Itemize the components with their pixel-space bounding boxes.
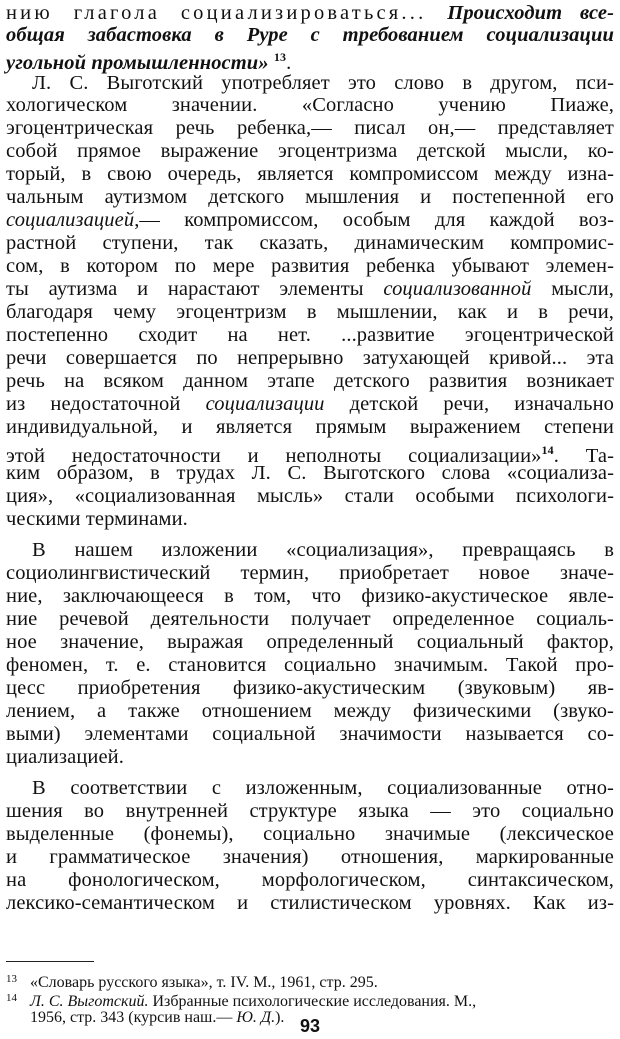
text-line: В соответствии с изложенным, социализованные отно- <box>32 777 614 799</box>
text-line: общая забастовка в Руре с требованием социализации <box>6 24 614 46</box>
text-line: Л. С. Выготский употребляет это слово в другом, пси- <box>32 72 614 94</box>
footnote-rule <box>6 961 94 962</box>
text-line: растной ступени, так сказать, динамическим компромис- <box>6 232 614 254</box>
text-line: ким образом, в трудах Л. С. Выготского слова «социализа- <box>6 462 614 484</box>
book-page <box>6 0 614 1039</box>
footnote-14: 14 Л. С. Выготский. Избранные психологические исследования. М., <box>6 992 477 1010</box>
text-line: и грамматическое значения) отношения, маркированные <box>6 846 614 868</box>
text-line: ние, заключающееся в том, что физико-акустическое явле- <box>6 585 614 607</box>
text-line: эгоцентрическая речь ребенка,— писал он,— представляет <box>6 117 614 139</box>
text-line: выделенные (фонемы), социально значимые (лексическое <box>6 823 614 845</box>
text-line: выми) элементами социальной значимости называется со- <box>6 723 614 745</box>
text-line: индивидуальной, и является прямым выражением степени <box>6 416 614 438</box>
text-line: ческими терминами. <box>6 508 188 530</box>
text-line: благодаря чему эгоцентризм в мышлении, как и в речи, <box>6 301 614 323</box>
text-line: ты аутизма и нарастают элементы социализованной мысли, <box>6 278 614 300</box>
text-line: хологическом значении. «Согласно учению Пиаже, <box>6 94 614 116</box>
footnote-13: 13 «Словарь русского языка», т. IV. М., 1961, стр. 295. <box>6 973 378 991</box>
text-line: речь на всяком данном этапе детского развития возникает <box>6 370 614 392</box>
text-line: сом, в котором по мере развития ребенка убывают элемен- <box>6 255 614 277</box>
text-line: речи совершается по непрерывно затухающей кривой... эта <box>6 347 614 369</box>
text-line: угольной промышленности» $^{13}$. <box>6 50 292 74</box>
text-line: постепенно сходит на нет. ...развитие эгоцентрической <box>6 324 614 346</box>
text-line: собой прямое выражение эгоцентризма детской мысли, ко- <box>6 140 614 162</box>
footnote-14-continuation: 1956, стр. 343 (курсив наш.— Ю. Д.). <box>30 1009 285 1026</box>
text-line: чальным аутизмом детского мышления и постепенной его <box>6 186 614 208</box>
text-line: цесс приобретения физико-акустическим (звуковым) яв- <box>6 677 614 699</box>
text-line: на фонологическом, морфологическом, синтаксическом, <box>6 869 614 891</box>
text-line: торый, в свою очередь, является компромиссом между изна- <box>6 163 614 185</box>
text-line: нию глагола социализироваться... Происходит все- <box>6 2 614 24</box>
text-line: В нашем изложении «социализация», превращаясь в <box>32 539 614 561</box>
text-line: социализацией,— компромиссом, особым для каждой воз- <box>6 209 614 231</box>
text-line: лением, а также отношением между физическими (звуко- <box>6 700 614 722</box>
page-number: 93 <box>299 1016 321 1036</box>
text-line: из недостаточной социализации детской речи, изначально <box>6 393 614 415</box>
text-line: шения во внутренней структуре языка — это социально <box>6 800 614 822</box>
text-line: лексико-семантическом и стилистическом уровнях. Как из- <box>6 892 614 914</box>
text-line: циализацией. <box>6 746 124 768</box>
text-line: феномен, т. е. становится социально значимым. Такой про- <box>6 654 614 676</box>
text-line: ние речевой деятельности получает определенное социаль- <box>6 608 614 630</box>
text-line: этой недостаточности и неполноты социализации»$^{14}$. Та- <box>6 443 615 467</box>
text-line: ция», «социализованная мысль» стали особыми психологи- <box>6 485 614 507</box>
text-line: ное значение, выражая определенный социальный фактор, <box>6 631 614 653</box>
text-line: социолингвистический термин, приобретает новое значе- <box>6 562 614 584</box>
